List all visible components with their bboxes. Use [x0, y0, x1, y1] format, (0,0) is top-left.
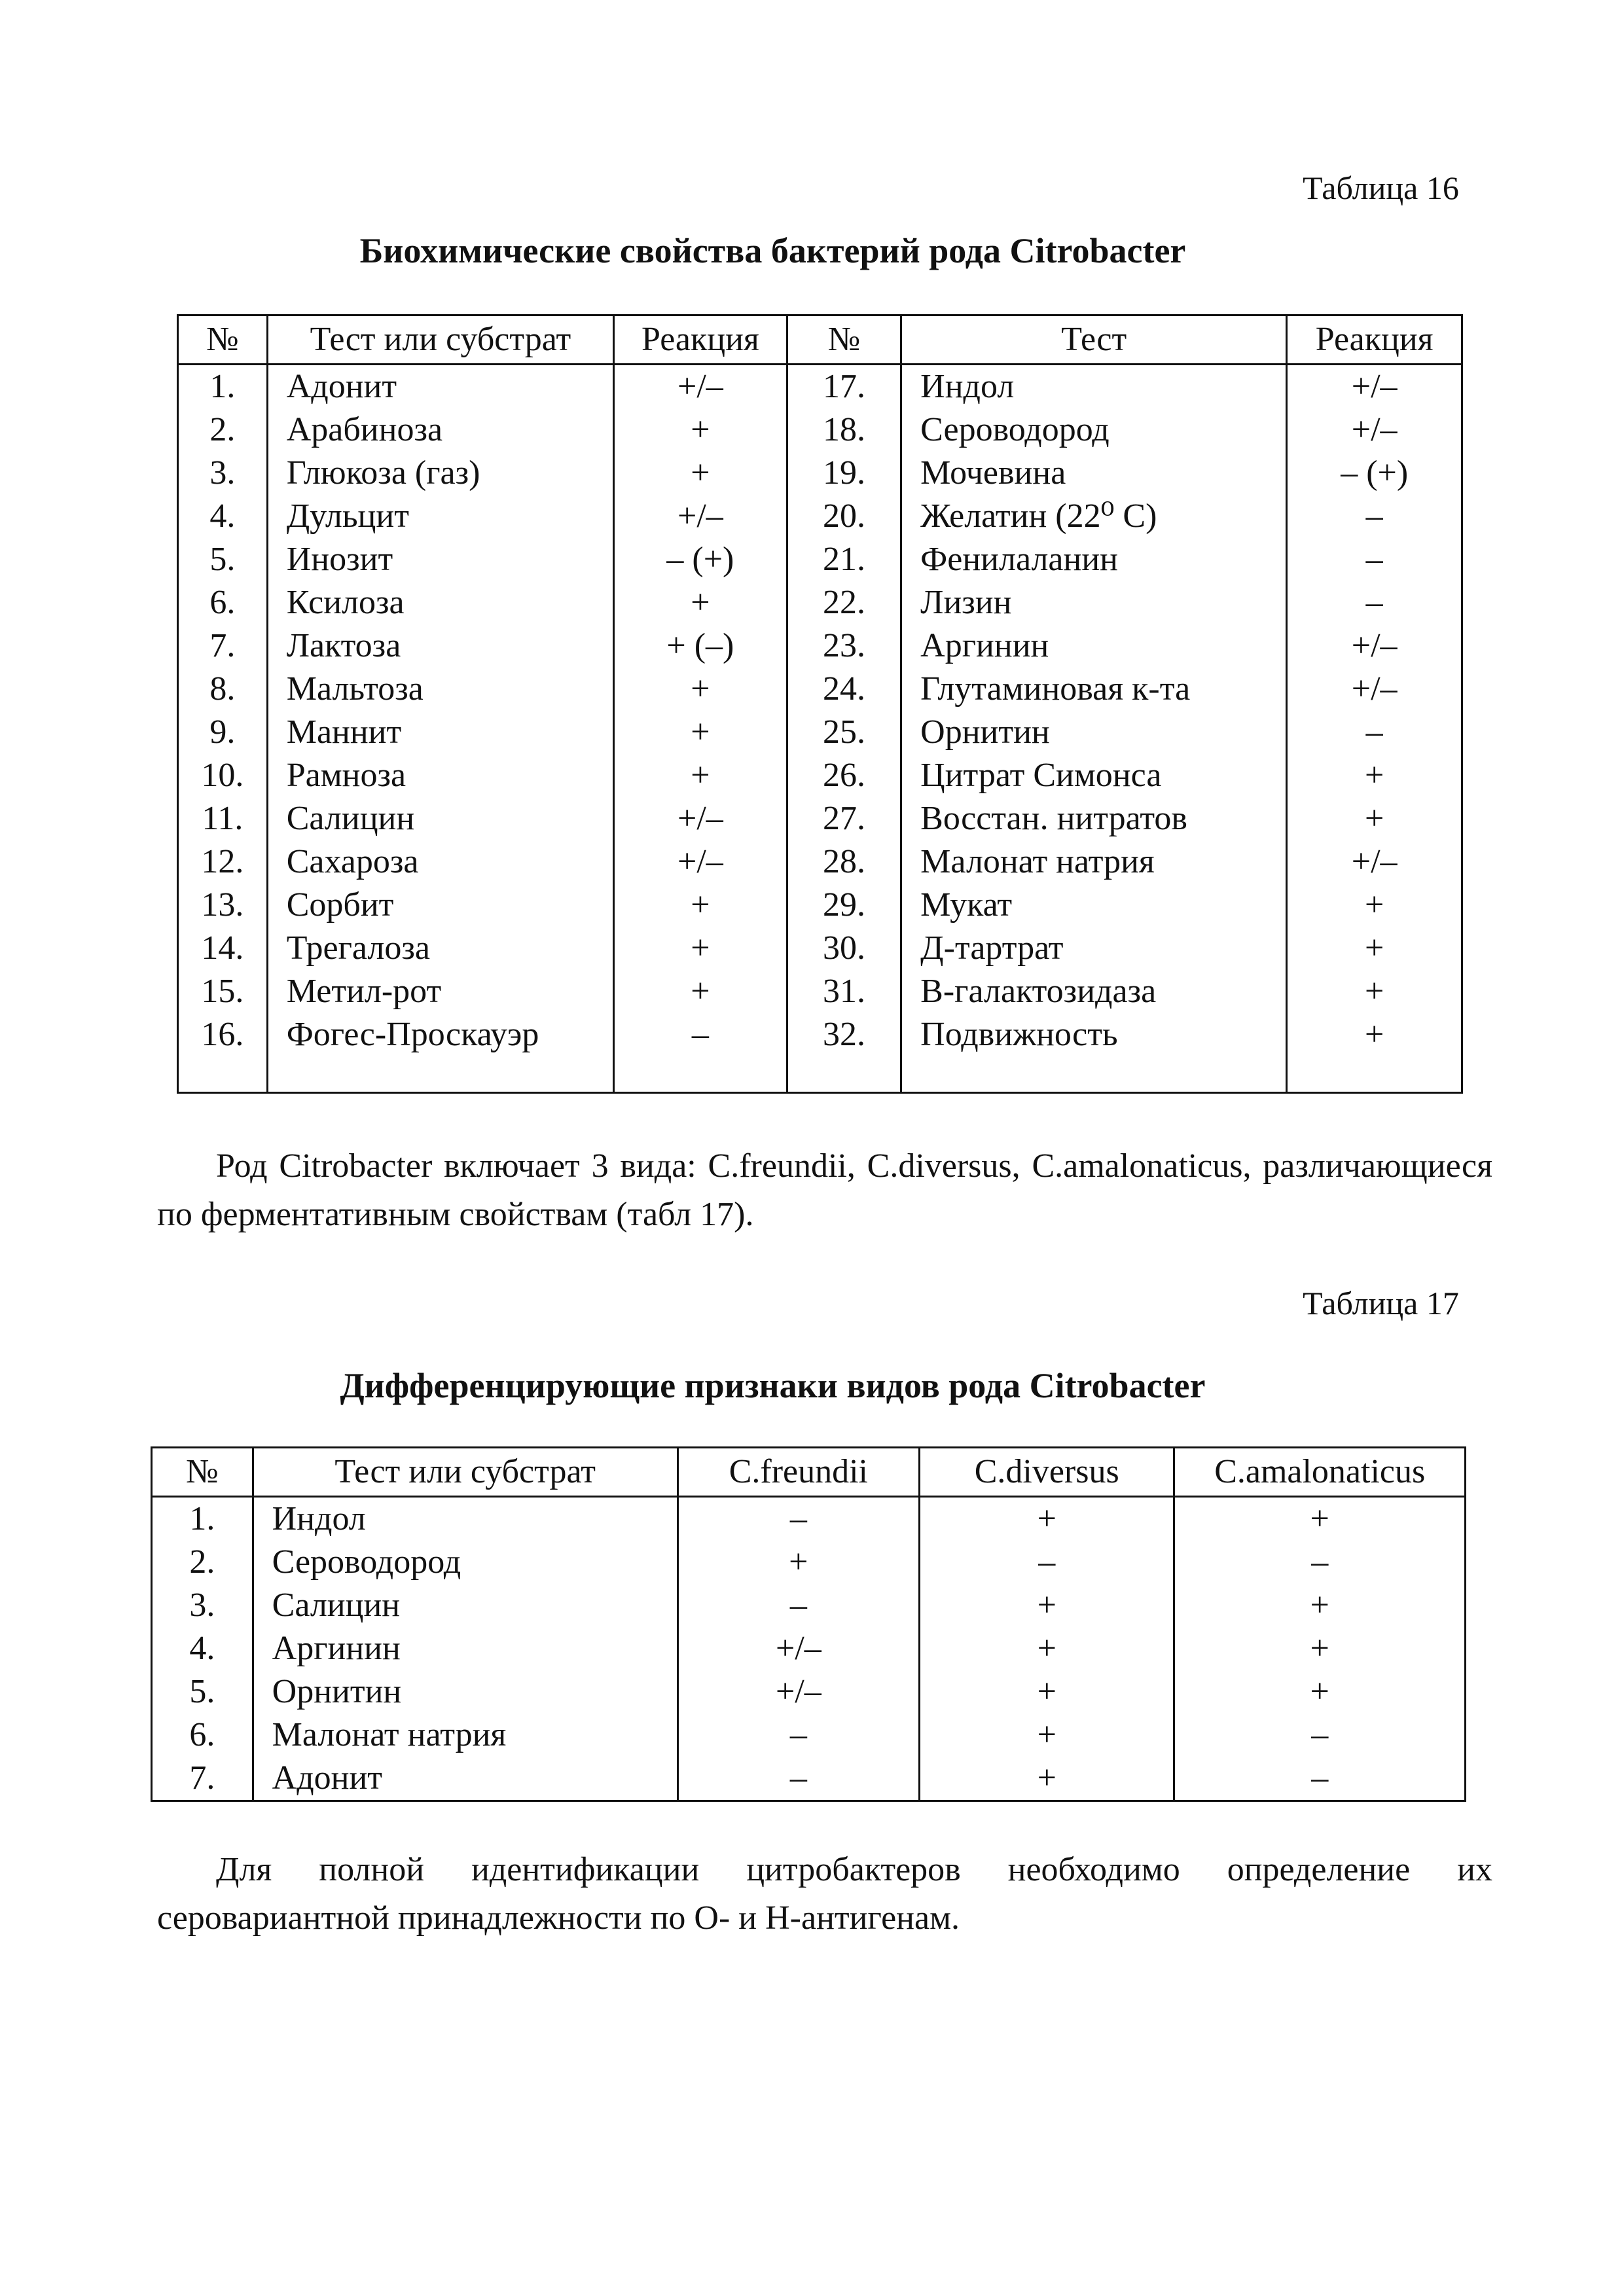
table-cell-empty	[787, 1056, 901, 1093]
table-cell: 18.	[787, 408, 901, 452]
table-cell: 6.	[152, 1713, 253, 1757]
table-cell: Трегалоза	[267, 927, 613, 970]
table-cell: +	[1287, 1013, 1462, 1056]
table-cell: 2.	[178, 408, 268, 452]
table-cell: +/–	[614, 797, 787, 840]
table17-header-cell: №	[152, 1448, 253, 1497]
table-cell: Аргинин	[253, 1627, 677, 1670]
table-cell: Салицин	[267, 797, 613, 840]
table-row	[152, 1584, 1466, 1627]
table-row	[178, 538, 1462, 581]
table-cell: 29.	[787, 884, 901, 927]
table-cell: Малонат натрия	[901, 840, 1287, 884]
table-cell: –	[1287, 538, 1462, 581]
table-cell: +	[1174, 1584, 1466, 1627]
table-cell: +/–	[1287, 408, 1462, 452]
table-cell-empty	[614, 1056, 787, 1093]
table17-header-row	[152, 1448, 1466, 1497]
table-cell: +/–	[1287, 668, 1462, 711]
table-cell: Подвижность	[901, 1013, 1287, 1056]
table-cell: –	[677, 1757, 919, 1801]
table-cell: – (+)	[1287, 452, 1462, 495]
table-row	[152, 1757, 1466, 1801]
table-cell: Аргинин	[901, 624, 1287, 668]
table-cell: +	[1287, 754, 1462, 797]
table-cell: +	[614, 711, 787, 754]
table-cell-empty	[901, 1056, 1287, 1093]
table-cell: –	[1287, 581, 1462, 624]
table-cell: 15.	[178, 970, 268, 1013]
table-cell: –	[920, 1541, 1174, 1584]
table-row	[178, 884, 1462, 927]
table-row	[178, 408, 1462, 452]
table-cell: Индол	[253, 1497, 677, 1541]
table-row	[178, 840, 1462, 884]
table-cell: 10.	[178, 754, 268, 797]
table-cell: 6.	[178, 581, 268, 624]
table-cell: 7.	[152, 1757, 253, 1801]
table-cell: 25.	[787, 711, 901, 754]
table-cell: 9.	[178, 711, 268, 754]
table-cell: –	[677, 1497, 919, 1541]
table-cell: Арабиноза	[267, 408, 613, 452]
table-row	[178, 624, 1462, 668]
table-cell: Метил-рот	[267, 970, 613, 1013]
table-cell: Инозит	[267, 538, 613, 581]
table-cell: +	[614, 668, 787, 711]
table16-header-cell: №	[178, 315, 268, 365]
table-cell: +	[614, 927, 787, 970]
table-row	[152, 1541, 1466, 1584]
table-cell: 7.	[178, 624, 268, 668]
table-cell: +	[677, 1541, 919, 1584]
table-cell: Мальтоза	[267, 668, 613, 711]
paragraph-text: Род Citrobacter включает 3 вида: C.freundii, C.diversus, C.amalonaticus, различающиеся по ферментативным свойствам (табл 17).	[157, 1147, 1492, 1233]
table-cell: +/–	[1287, 365, 1462, 409]
table-cell: +	[1174, 1627, 1466, 1670]
table-cell: +	[1287, 970, 1462, 1013]
table16-title: Биохимические свойства бактерий рода Citrobacter	[359, 231, 1186, 270]
table-cell: +	[614, 581, 787, 624]
table16-header-cell: Тест	[901, 315, 1287, 365]
table-cell: +	[1174, 1497, 1466, 1541]
table-cell: 24.	[787, 668, 901, 711]
table-row	[178, 797, 1462, 840]
table-cell: +/–	[1287, 840, 1462, 884]
table-cell: Цитрат Симонса	[901, 754, 1287, 797]
table-cell: 27.	[787, 797, 901, 840]
table-cell: Фенилаланин	[901, 538, 1287, 581]
table-cell: Глутаминовая к-та	[901, 668, 1287, 711]
table-row	[152, 1497, 1466, 1541]
table-cell: +	[920, 1670, 1174, 1713]
table-cell: 5.	[178, 538, 268, 581]
table-cell-empty	[267, 1056, 613, 1093]
table-cell: 2.	[152, 1541, 253, 1584]
table-row	[178, 452, 1462, 495]
table-cell: 1.	[152, 1497, 253, 1541]
table-cell: Мочевина	[901, 452, 1287, 495]
table-row-empty	[178, 1056, 1462, 1093]
table-cell: 3.	[152, 1584, 253, 1627]
table-row	[152, 1670, 1466, 1713]
table-cell: 4.	[178, 495, 268, 538]
table-cell: –	[1287, 495, 1462, 538]
table17-label: Таблица 17	[1303, 1285, 1459, 1321]
table-cell: –	[614, 1013, 787, 1056]
table-cell: 21.	[787, 538, 901, 581]
table-cell: Фогес-Проскауэр	[267, 1013, 613, 1056]
table-cell: Сероводород	[901, 408, 1287, 452]
table-cell: Индол	[901, 365, 1287, 409]
table-cell: 17.	[787, 365, 901, 409]
table-cell: –	[1174, 1757, 1466, 1801]
table-cell: +	[614, 408, 787, 452]
table-row	[178, 581, 1462, 624]
table-row	[152, 1627, 1466, 1670]
table-cell: – (+)	[614, 538, 787, 581]
table-cell: 28.	[787, 840, 901, 884]
table-row	[178, 970, 1462, 1013]
table-cell: +/–	[614, 840, 787, 884]
table-cell: Адонит	[253, 1757, 677, 1801]
table-cell: 30.	[787, 927, 901, 970]
table-cell: +/–	[614, 365, 787, 409]
table-cell: Рамноза	[267, 754, 613, 797]
table-cell: Ксилоза	[267, 581, 613, 624]
table-cell: –	[1287, 711, 1462, 754]
table-cell: +	[614, 970, 787, 1013]
table-cell: +/–	[677, 1627, 919, 1670]
table-cell: Малонат натрия	[253, 1713, 677, 1757]
table-cell: Орнитин	[253, 1670, 677, 1713]
table-cell: 3.	[178, 452, 268, 495]
table17-header-cell: Тест или субстрат	[253, 1448, 677, 1497]
table-cell: Дульцит	[267, 495, 613, 538]
table-cell: 4.	[152, 1627, 253, 1670]
table-cell: Д-тартрат	[901, 927, 1287, 970]
table-cell: +	[1287, 884, 1462, 927]
table-cell: 5.	[152, 1670, 253, 1713]
table-cell: 19.	[787, 452, 901, 495]
table-cell: 23.	[787, 624, 901, 668]
table17-header-cell: C.amalonaticus	[1174, 1448, 1466, 1497]
paragraph-text: Для полной идентификации цитробактеров необходимо определение их серовариантной принадлежности по О- и Н-антигенам.	[157, 1851, 1492, 1937]
table-cell: Лизин	[901, 581, 1287, 624]
table-cell: Восстан. нитратов	[901, 797, 1287, 840]
table-cell: Орнитин	[901, 711, 1287, 754]
table-cell: Желатин (22⁰ С)	[901, 495, 1287, 538]
table-cell: +	[614, 754, 787, 797]
table-row	[178, 711, 1462, 754]
table-cell-empty	[1287, 1056, 1462, 1093]
table-cell: +/–	[1287, 624, 1462, 668]
table-row	[178, 1013, 1462, 1056]
table-cell: +	[920, 1627, 1174, 1670]
table-cell: +/–	[614, 495, 787, 538]
table-row	[178, 365, 1462, 409]
table16-label: Таблица 16	[1303, 170, 1459, 206]
table-row	[178, 927, 1462, 970]
table-cell: 22.	[787, 581, 901, 624]
table-cell: Салицин	[253, 1584, 677, 1627]
table-cell: Сорбит	[267, 884, 613, 927]
table-cell: +	[614, 452, 787, 495]
table16-header-cell: Тест или субстрат	[267, 315, 613, 365]
table-cell: 13.	[178, 884, 268, 927]
table-cell: –	[1174, 1541, 1466, 1584]
table-cell: +	[614, 884, 787, 927]
table17-header-cell: C.diversus	[920, 1448, 1174, 1497]
table16-header-row	[178, 315, 1462, 365]
table-cell: Лактоза	[267, 624, 613, 668]
table-row	[178, 754, 1462, 797]
table-cell: +	[920, 1757, 1174, 1801]
table-cell: В-галактозидаза	[901, 970, 1287, 1013]
table-cell: 8.	[178, 668, 268, 711]
table-cell: Маннит	[267, 711, 613, 754]
paragraph-serovar	[157, 1846, 1492, 1943]
table-cell: –	[677, 1713, 919, 1757]
table-row	[152, 1713, 1466, 1757]
table-cell: 32.	[787, 1013, 901, 1056]
table-cell: 11.	[178, 797, 268, 840]
table-cell: 1.	[178, 365, 268, 409]
table-cell: –	[1174, 1713, 1466, 1757]
table-cell: 26.	[787, 754, 901, 797]
table-cell: 31.	[787, 970, 901, 1013]
table-cell: 16.	[178, 1013, 268, 1056]
table-cell: Мукат	[901, 884, 1287, 927]
table-cell: +	[920, 1584, 1174, 1627]
table-cell: +/–	[677, 1670, 919, 1713]
table16-header-cell: Реакция	[1287, 315, 1462, 365]
table17-title: Дифференцирующие признаки видов рода Citrobacter	[340, 1366, 1206, 1405]
table16	[177, 314, 1463, 1094]
table-cell-empty	[178, 1056, 268, 1093]
table17-header-cell: C.freundii	[677, 1448, 919, 1497]
table-cell: +	[1174, 1670, 1466, 1713]
table-cell: +	[920, 1497, 1174, 1541]
table-cell: –	[677, 1584, 919, 1627]
table-row	[178, 495, 1462, 538]
table-cell: +	[1287, 797, 1462, 840]
table-cell: 14.	[178, 927, 268, 970]
table-cell: Сахароза	[267, 840, 613, 884]
table-cell: Сероводород	[253, 1541, 677, 1584]
table-cell: Адонит	[267, 365, 613, 409]
table16-header-cell: №	[787, 315, 901, 365]
table-cell: + (–)	[614, 624, 787, 668]
table17	[151, 1446, 1466, 1802]
paragraph-genus-species	[157, 1142, 1492, 1239]
table-cell: +	[1287, 927, 1462, 970]
table-row	[178, 668, 1462, 711]
table-cell: 20.	[787, 495, 901, 538]
table-cell: 12.	[178, 840, 268, 884]
table16-header-cell: Реакция	[614, 315, 787, 365]
table-cell: +	[920, 1713, 1174, 1757]
table-cell: Глюкоза (газ)	[267, 452, 613, 495]
